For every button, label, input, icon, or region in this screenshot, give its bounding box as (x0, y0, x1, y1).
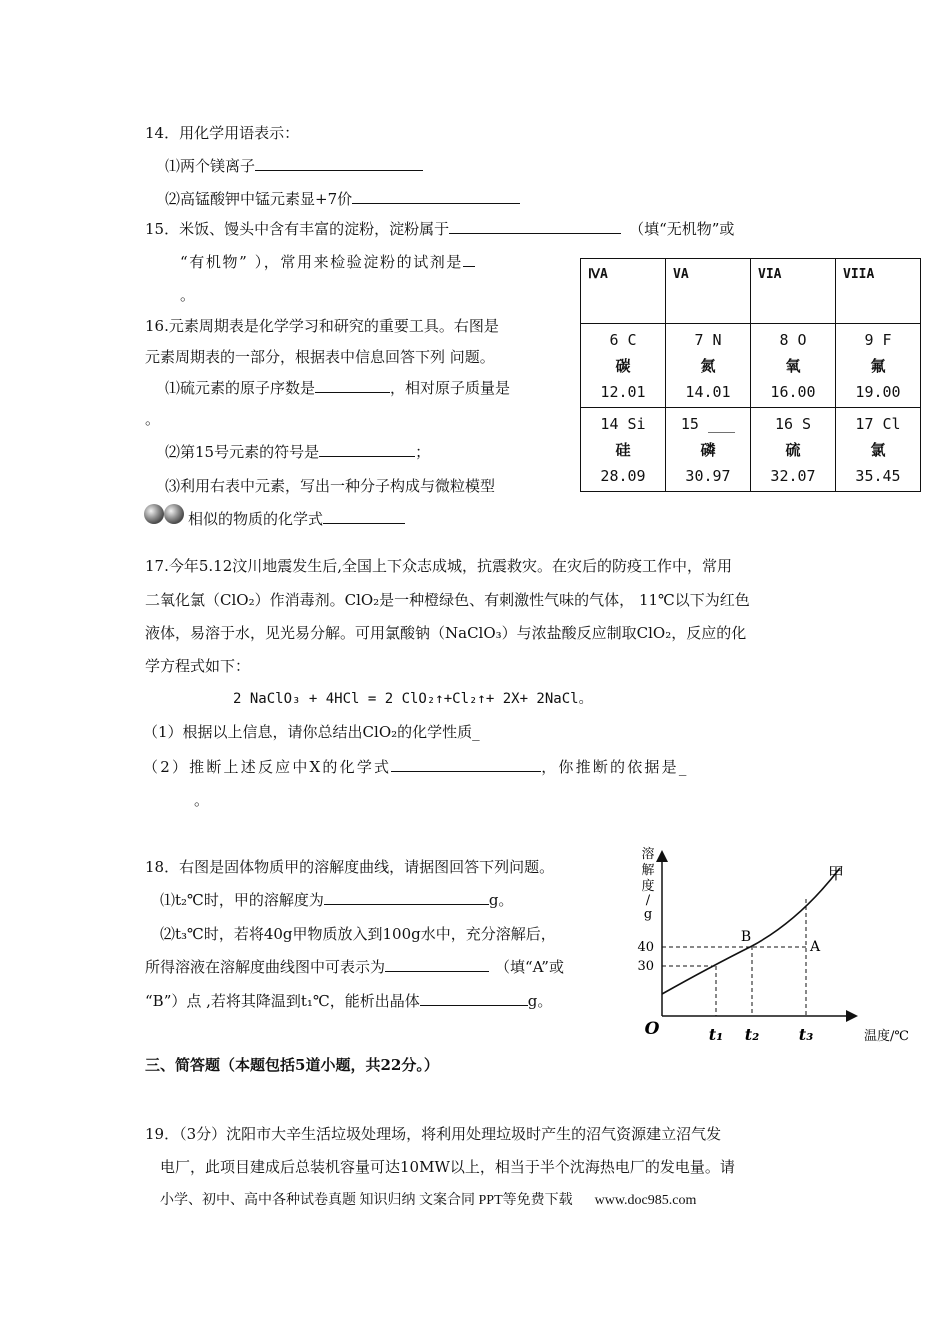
q17-line3: 液体，易溶于水，见光易分解。可用氯酸钠（NaClO₃）与浓盐酸反应制取ClO₂，反应的化 (145, 624, 747, 642)
element-cell: 7 N 氮 14.01 (666, 324, 751, 408)
answer-blank[interactable] (319, 442, 415, 457)
q16-line1: 16.元素周期表是化学学习和研究的重要工具。右图是 (145, 317, 499, 335)
q18-part2: ⑵t₃℃时，若将40g甲物质放入到100g水中，充分溶解后， (160, 925, 556, 943)
element-cell: 16 S 硫 32.07 (751, 408, 836, 492)
q17-part1: （1）根据以上信息，请你总结出ClO₂的化学性质_ (143, 723, 480, 741)
element-cell: 8 O 氧 16.00 (751, 324, 836, 408)
y-axis-label-3: 度 (641, 879, 655, 894)
q18-line1: 18．右图是固体物质甲的溶解度曲线，请据图回答下列问题。 (145, 858, 555, 876)
answer-blank[interactable] (463, 252, 475, 267)
answer-blank[interactable] (391, 757, 541, 772)
footer (160, 1191, 696, 1211)
group-header: VIIA (836, 259, 921, 324)
element-cell: 6 C 碳 12.01 (581, 324, 666, 408)
x-tick: t₁ (708, 1025, 724, 1044)
x-axis-label: 温度/℃ (864, 1029, 909, 1044)
answer-blank[interactable] (449, 219, 621, 234)
group-header: VIA (751, 259, 836, 324)
q18-part1: ⑴t₂℃时，甲的溶解度为 g。 (160, 891, 514, 909)
element-cell: 14 Si 硅 28.09 (581, 408, 666, 492)
q17-part2-end: 。 (194, 791, 210, 809)
q16-part2: ⑵第15号元素的符号是 ； (165, 443, 431, 461)
q17-line2: 二氧化氯（ClO₂）作消毒剂。ClO₂是一种橙绿色、有刺激性气味的气体， 11℃以下为红色 (145, 591, 750, 609)
group-header: VA (666, 259, 751, 324)
answer-blank[interactable] (315, 378, 390, 393)
q14-title: 14．用化学用语表示： (145, 124, 300, 142)
q16-part3b: 相似的物质的化学式 (188, 509, 405, 529)
solubility-chart (630, 842, 930, 1052)
x-tick: t₃ (798, 1025, 814, 1044)
answer-blank[interactable] (420, 991, 528, 1006)
q18-part2-line2: 所得溶液在溶解度曲线图中可表示为 （填“A”或 (145, 958, 564, 976)
point-label: B (740, 929, 752, 945)
origin-label: O (644, 1019, 660, 1039)
q16-part1-end: 。 (145, 410, 161, 428)
y-axis-label-4: / (645, 893, 651, 908)
q15-line3: 。 (180, 286, 196, 304)
y-axis-label-1: 溶 (641, 847, 655, 862)
q15-line1: 15．米饭、馒头中含有丰富的淀粉，淀粉属于 （填“无机物”或 (145, 220, 735, 238)
q17-line1: 17.今年5.12汶川地震发生后,全国上下众志成城，抗震救灾。在灾后的防疫工作中，常用 (145, 557, 733, 575)
element-cell: 17 Cl 氯 35.45 (836, 408, 921, 492)
q19-line2: 电厂，此项目建成后总装机容量可达10MW以上，相当于半个沈海热电厂的发电量。请 (160, 1158, 735, 1176)
q16-part3: ⑶利用右表中元素，写出一种分子构成与微粒模型 (165, 477, 496, 495)
y-tick: 40 (637, 940, 654, 955)
x-tick: t₂ (744, 1025, 760, 1044)
q14-part1: ⑴两个镁离子 (165, 156, 423, 176)
section-title: 三、简答题（本题包括5道小题，共22分。） (145, 1056, 439, 1074)
y-axis-label-2: 解 (641, 863, 655, 878)
answer-blank[interactable] (352, 189, 520, 204)
q17-line4: 学方程式如下： (145, 657, 251, 675)
chemical-equation: 2 NaClO₃ + 4HCl = 2 ClO₂↑+Cl₂↑+ 2X+ 2NaCl。 (233, 691, 593, 707)
q19-line1: 19．（3分）沈阳市大辛生活垃圾处理场，将利用处理垃圾时产生的沼气资源建立沼气发 (145, 1125, 722, 1143)
footer-link[interactable]: www.doc985.com (594, 1193, 697, 1208)
q18-part2-line3: “B”）点 ,若将其降温到t₁℃，能析出晶体 g。 (145, 992, 553, 1010)
y-tick: 30 (637, 959, 654, 974)
group-header: ⅣA (581, 259, 666, 324)
molecule-model-icon (143, 503, 189, 525)
y-axis-label-5: g (643, 907, 653, 922)
element-cell: 9 F 氟 19.00 (836, 324, 921, 408)
q16-part1: ⑴硫元素的原子序数是 ，相对原子质量是 (165, 379, 511, 397)
q16-line2: 元素周期表的一部分，根据表中信息回答下列 问题。 (145, 348, 495, 366)
element-cell: 15 ___ 磷 30.97 (666, 408, 751, 492)
q14-part2: ⑵高锰酸钾中锰元素显+7价 (165, 189, 520, 209)
answer-blank[interactable] (324, 890, 489, 905)
answer-blank[interactable] (385, 957, 489, 972)
series-label: 甲 (828, 864, 845, 883)
q15-line2: “有机物” ），常用来检验淀粉的试剂是 (180, 252, 475, 272)
footer-text: 小学、初中、高中各种试卷真题 知识归纳 文案合同 PPT等免费下载 (160, 1193, 573, 1208)
q17-part2: （2）推断上述反应中X的化学式 ，你推断的依据是_ (143, 758, 689, 776)
periodic-table (580, 258, 921, 492)
answer-blank[interactable] (323, 509, 405, 524)
point-label: A (810, 939, 821, 955)
answer-blank[interactable] (255, 156, 423, 171)
